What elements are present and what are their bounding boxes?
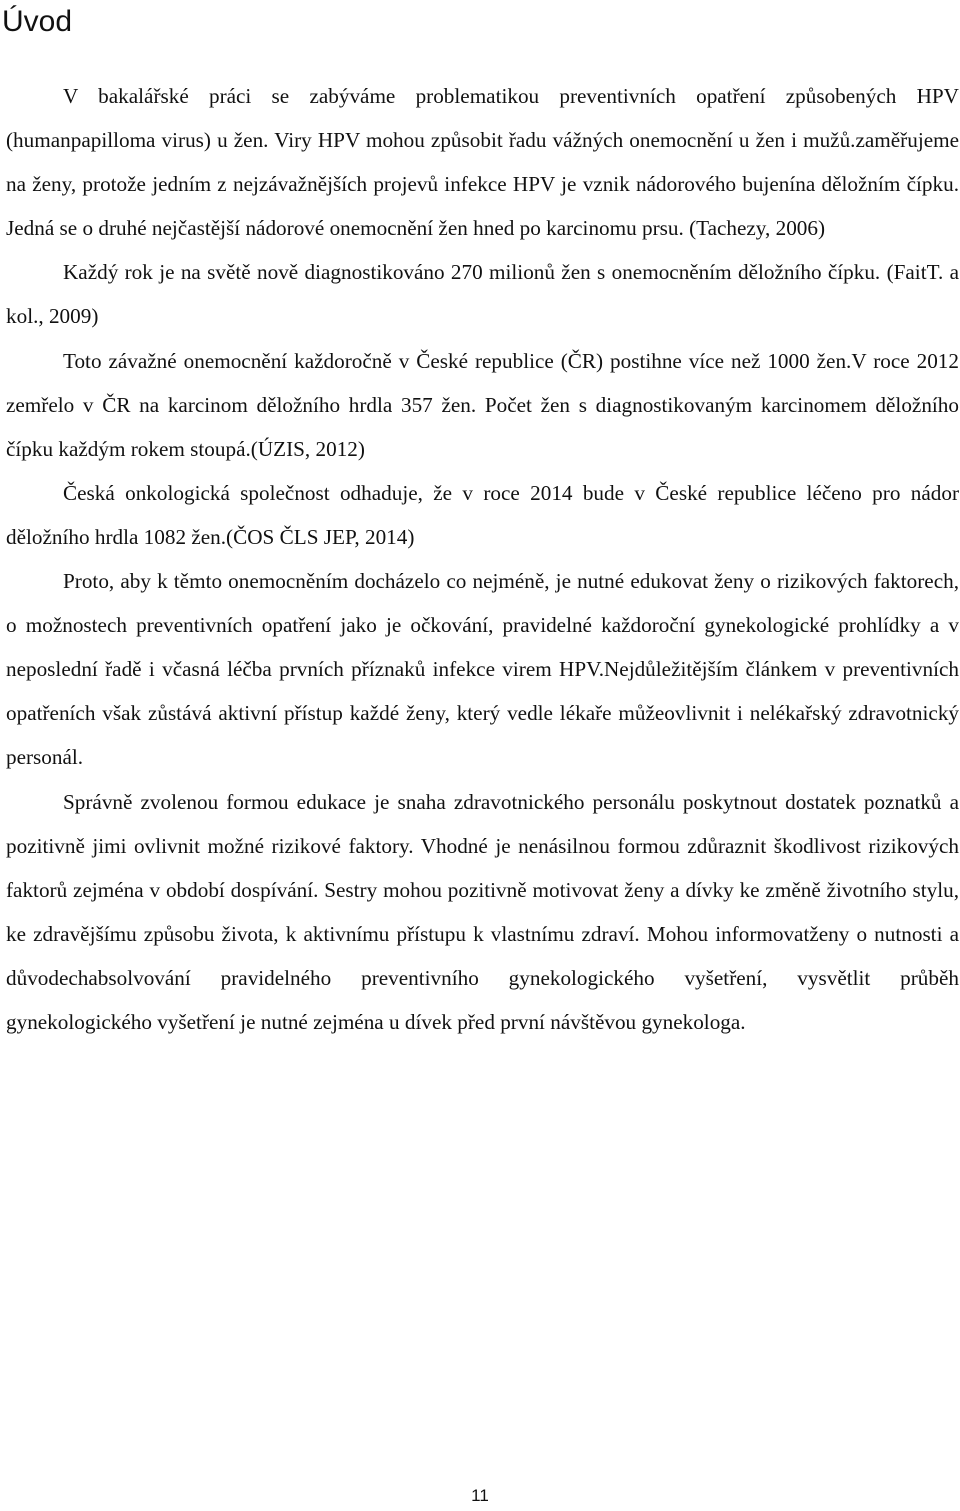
body-text — [6, 74, 959, 1044]
section-heading: Úvod — [2, 5, 73, 38]
paragraph-4: Česká onkologická společnost odhaduje, že v roce 2014 bude v České republice léčeno pro nádor děložního hrdla 1082 žen.(ČOS ČLS JEP, 2014) — [6, 480, 959, 549]
paragraph-6: Správně zvolenou formou edukace je snaha zdravotnického personálu poskytnout dostatek poznatků a pozitivně jimi ovlivnit možné rizikové faktory. Vhodné je nenásilnou formou zdůraznit škodlivost rizikových faktorů zejména v období dospívání. Sestry mohou pozitivně motivovat ženy a dívky ke změně životního stylu, ke zdravějšímu způsobu života, k aktivnímu přístupu k vlastnímu zdraví. Mohou informovatženy o nutnosti a důvodechabsolvování pravidelného preventivního gynekologického vyšetření, vysvětlit průběh gynekologického vyšetření je nutné zejména u dívek před první návštěvou gynekologa. — [6, 789, 959, 1034]
page-number: 11 — [471, 1486, 489, 1505]
paragraph-3: Toto závažné onemocnění každoročně v České republice (ČR) postihne více než 1000 žen.V roce 2012 zemřelo v ČR na karcinom děložního hrdla 357 žen. Počet žen s diagnostikovaným karcinomem děložního čípku každým rokem stoupá.(ÚZIS, 2012) — [6, 348, 959, 461]
paragraph-1: V bakalářské práci se zabýváme problematikou preventivních opatření způsobených HPV (humanpapilloma virus) u žen. Viry HPV mohou způsobit řadu vážných onemocnění u žen i mužů.zaměřujeme na ženy, protože jedním z nejzávažnějších projevů infekce HPV je vznik nádorového bujenína děložním čípku. Jedná se o druhé nejčastější nádorové onemocnění žen hned po karcinomu prsu. (Tachezy, 2006) — [6, 84, 959, 241]
paragraph-5: Proto, aby k těmto onemocněním docházelo co nejméně, je nutné edukovat ženy o rizikových faktorech, o možnostech preventivních opatření jako je očkování, pravidelné každoroční gynekologické prohlídky a v neposlední řadě i včasná léčba prvních příznaků infekce virem HPV.Nejdůležitějším článkem v preventivních opatřeních však zůstává aktivní přístup každé ženy, který vedle lékaře můžeovlivnit i nelékařský zdravotnický personál. — [6, 569, 959, 770]
paragraph-2: Každý rok je na světě nově diagnostikováno 270 milionů žen s onemocněním děložního čípku. (FaitT. a kol., 2009) — [6, 260, 959, 329]
